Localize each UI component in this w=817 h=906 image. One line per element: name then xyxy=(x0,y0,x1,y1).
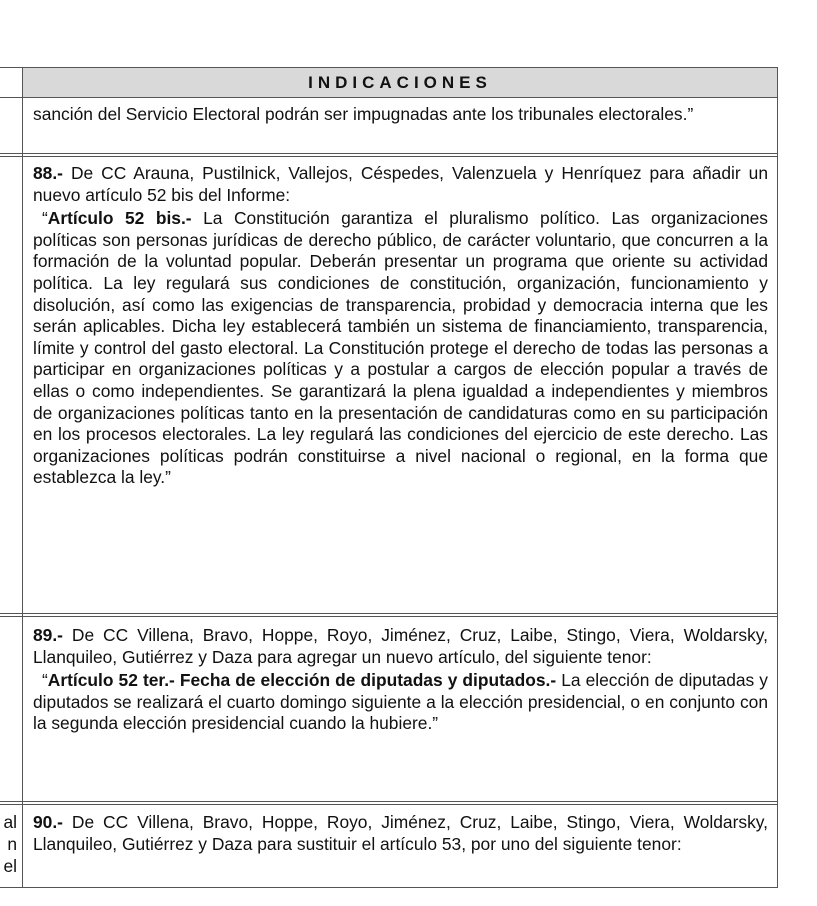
indication-88-intro-text: De CC Arauna, Pustilnick, Vallejos, Céspedes, Valenzuela y Henríquez para añadir un nuevo artículo 52 bis del Informe: xyxy=(33,163,768,205)
quote-mark: “ xyxy=(42,670,48,691)
indication-90-intro-text: De CC Villena, Bravo, Hoppe, Royo, Jiménez, Cruz, Laibe, Stingo, Viera, Woldarsky, Llanquileo, Gutiérrez y Daza para sustituir el artículo 53, por uno del siguiente tenor: xyxy=(33,812,768,854)
indication-88-article xyxy=(33,208,768,489)
continuation-text: sanción del Servicio Electoral podrán ser impugnadas ante los tribunales electorales.” xyxy=(33,104,694,124)
column-header: INDICACIONES xyxy=(23,68,777,97)
row-divider-1 xyxy=(0,153,778,154)
row-divider-3 xyxy=(0,801,778,802)
indication-89-intro xyxy=(33,625,768,668)
indication-90-number: 90.- xyxy=(33,812,63,832)
continuation-cell xyxy=(33,104,768,126)
indication-88 xyxy=(33,163,768,489)
indication-90 xyxy=(33,812,768,855)
quote-mark: “ xyxy=(42,208,48,229)
table-top-border xyxy=(0,67,778,68)
indication-89-intro-text: De CC Villena, Bravo, Hoppe, Royo, Jiménez, Cruz, Laibe, Stingo, Viera, Woldarsky, Llanquileo, Gutiérrez y Daza para agregar un nuevo artículo, del siguiente tenor: xyxy=(33,625,768,667)
article-52-ter-title: Artículo 52 ter.- Fecha de elección de diputadas y diputados.- xyxy=(47,670,557,691)
row-divider-2b xyxy=(0,616,778,617)
article-52-bis-title: Artículo 52 bis.- xyxy=(47,208,192,229)
left-column-fragment: n xyxy=(7,834,17,854)
indication-90-intro xyxy=(33,812,768,855)
indication-89-number: 89.- xyxy=(33,625,63,645)
row-divider-1b xyxy=(0,156,778,157)
table-right-border xyxy=(777,67,778,888)
indication-88-number: 88.- xyxy=(33,163,63,183)
article-52-bis-body: La Constitución garantiza el pluralismo político. Las organizaciones políticas son personas jurídicas de derecho público, de carácter voluntario, que concurren a la formación de la voluntad popular. Deberán presentar un programa que oriente su actividad política. La ley regulará sus condiciones de constitución, organización, funcionamiento y disolución, así como las exigencias de transparencia, probidad y democracia interna que les serán aplicables. Dicha ley establecerá también un sistema de financiamiento, transparencia, límite y control del gasto electoral. La Constitución protege el derecho de todas las personas a participar en organizaciones políticas y a postular a cargos de elección popular a través de ellas o como independientes. Se garantizará la plena igualdad a independientes y miembros de organizaciones políticas tanto en la presentación de candidaturas como en su participación en los procesos electorales. La ley regulará las condiciones del ejercicio de este derecho. Las organizaciones políticas podrán constituirse a nivel nacional o regional, en la forma que establezca la ley.” xyxy=(33,208,768,488)
left-column-fragment: al xyxy=(3,812,17,832)
row-divider-2 xyxy=(0,613,778,614)
indication-89 xyxy=(33,625,768,735)
indication-89-article xyxy=(33,670,768,735)
row-divider-3b xyxy=(0,804,778,805)
header-bottom-border xyxy=(0,97,778,98)
indication-88-intro xyxy=(33,163,768,206)
column-divider xyxy=(22,67,23,888)
left-column-fragment: el xyxy=(3,856,17,876)
article-52-ter-body: La elección de diputadas y diputados se realizará el cuarto domingo siguiente a la elección presidencial, o en conjunto con la segunda elección presidencial cuando la hubiere.” xyxy=(33,670,768,734)
table-bottom-border xyxy=(0,887,778,888)
